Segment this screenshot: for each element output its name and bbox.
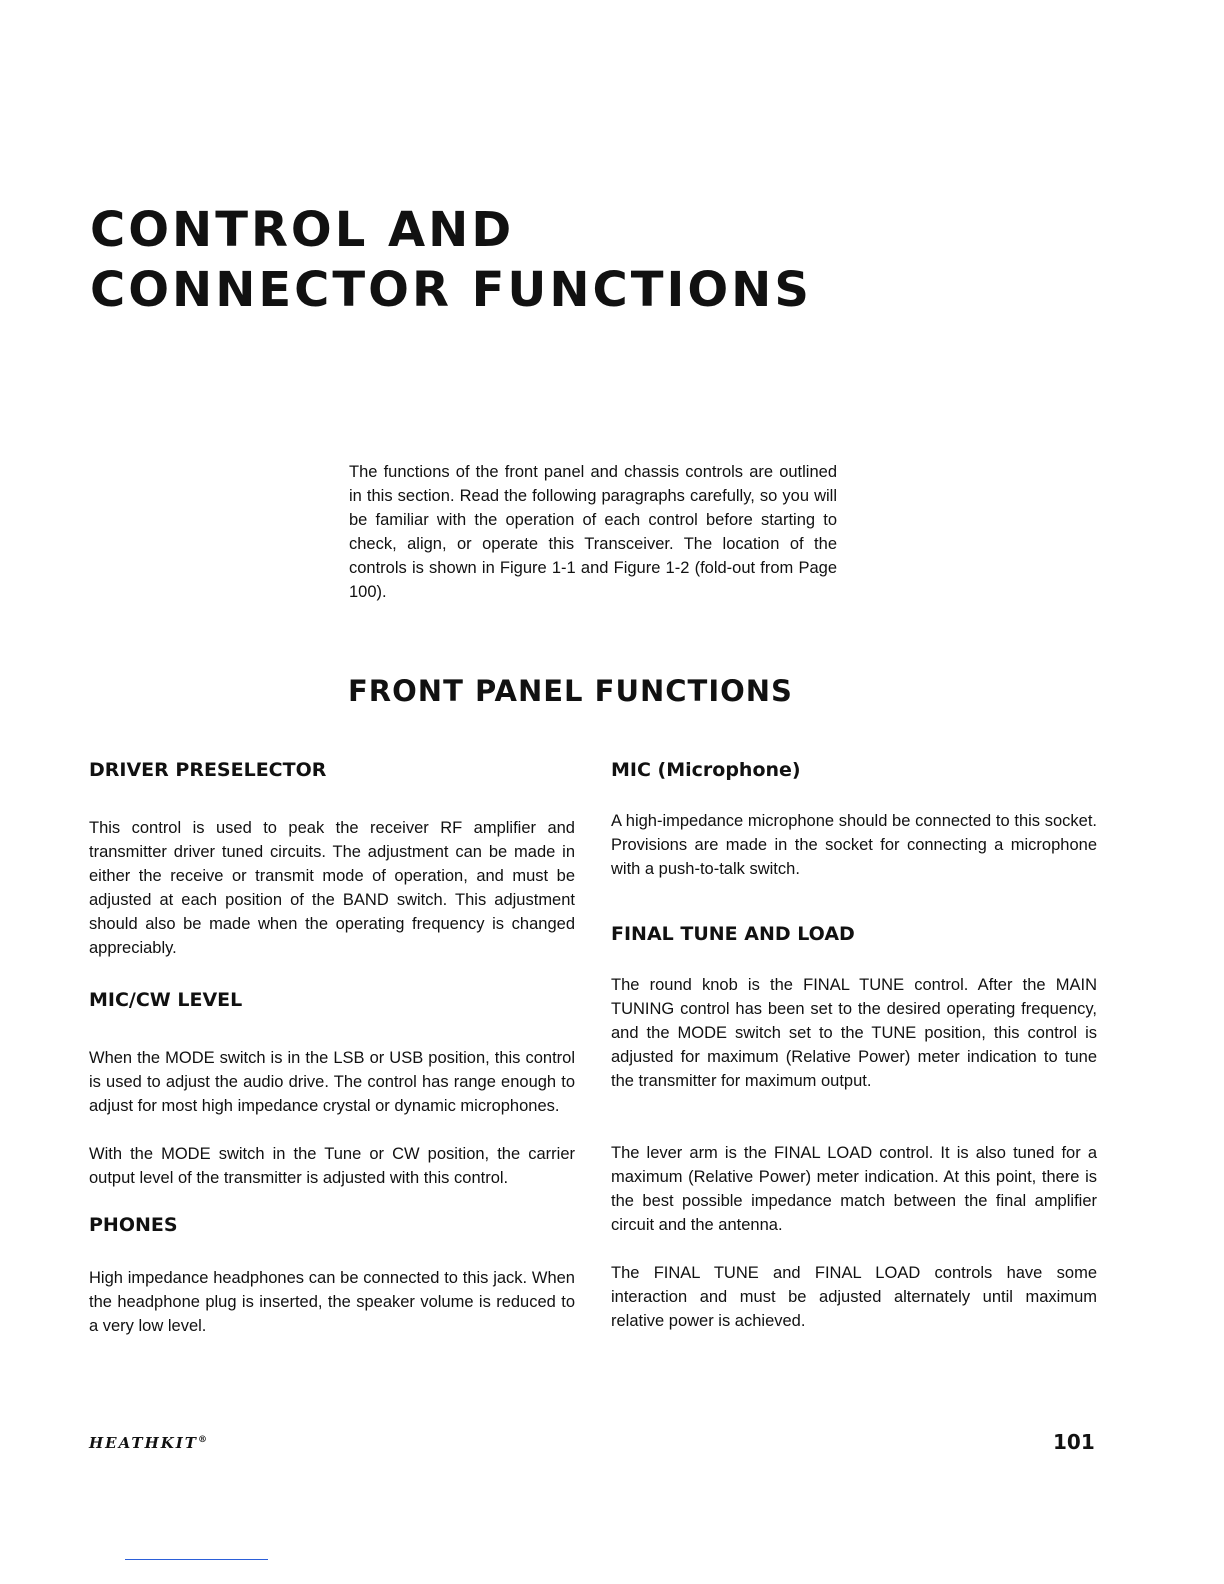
heathkit-logo xyxy=(89,1434,207,1452)
intro-paragraph: The functions of the front panel and chassis controls are outlined in this section. Read the following paragraphs carefully, so you will be familiar with the operation of each control before starting to check, align, or operate this Transceiver. The location of the controls is shown in Figure 1-1 and Figure 1-2 (fold-out from Page 100). xyxy=(349,463,837,601)
mic-section xyxy=(611,757,1097,881)
mic-cw-level-heading: MIC/CW LEVEL xyxy=(89,989,243,1011)
phones-text: High impedance headphones can be connected to this jack. When the headphone plug is inserted, the speaker volume is reduced to a very low level. xyxy=(89,1269,575,1335)
final-tune-load-text-3: The FINAL TUNE and FINAL LOAD controls have some interaction and must be adjusted alternately until maximum relative power is achieved. xyxy=(611,1264,1097,1330)
driver-preselector-heading: DRIVER PRESELECTOR xyxy=(89,759,327,781)
registered-mark: ® xyxy=(197,1435,207,1445)
driver-preselector-text: This control is used to peak the receiver RF amplifier and transmitter driver tuned circuits. The adjustment can be made in either the receive or transmit mode of operation, and must be adjusted at each position of the BAND switch. This adjustment should also be made when the operating frequency is changed appreciably. xyxy=(89,819,575,957)
page-number: 101 xyxy=(1053,1430,1095,1454)
phones-section xyxy=(89,1212,575,1338)
brand-name: HEATHKIT xyxy=(89,1434,198,1452)
mic-cw-level-text-2: With the MODE switch in the Tune or CW position, the carrier output level of the transmitter is adjusted with this control. xyxy=(89,1145,575,1187)
mic-text: A high-impedance microphone should be connected to this socket. Provisions are made in the socket for connecting a microphone with a push-to-talk switch. xyxy=(611,812,1097,878)
section-title: FRONT PANEL FUNCTIONS xyxy=(348,674,793,708)
phones-heading: PHONES xyxy=(89,1214,178,1236)
mic-cw-level-section xyxy=(89,987,575,1190)
bottom-divider xyxy=(125,1559,268,1560)
right-column xyxy=(611,757,1097,1333)
mic-cw-level-text-1: When the MODE switch is in the LSB or USB position, this control is used to adjust the audio drive. The control has range enough to adjust for most high impedance crystal or dynamic microphones. xyxy=(89,1049,575,1115)
final-tune-load-text-1: The round knob is the FINAL TUNE control. After the MAIN TUNING control has been set to the desired operating frequency, and the MODE switch set to the TUNE position, this control is adjusted for maximum (Relative Power) meter indication to tune the transmitter for maximum output. xyxy=(611,976,1097,1090)
page-title-line-1: CONTROL AND xyxy=(90,202,515,258)
page-title xyxy=(90,200,812,320)
mic-heading: MIC (Microphone) xyxy=(611,759,801,781)
left-column xyxy=(89,757,575,1338)
final-tune-load-heading: FINAL TUNE AND LOAD xyxy=(611,923,855,945)
final-tune-load-text-2: The lever arm is the FINAL LOAD control. It is also tuned for a maximum (Relative Power) meter indication. At this point, there is the best possible impedance match between the final amplifier circuit and the antenna. xyxy=(611,1144,1097,1234)
driver-preselector-section xyxy=(89,757,575,960)
page-title-line-2: CONNECTOR FUNCTIONS xyxy=(90,262,812,318)
final-tune-load-section xyxy=(611,921,1097,1333)
